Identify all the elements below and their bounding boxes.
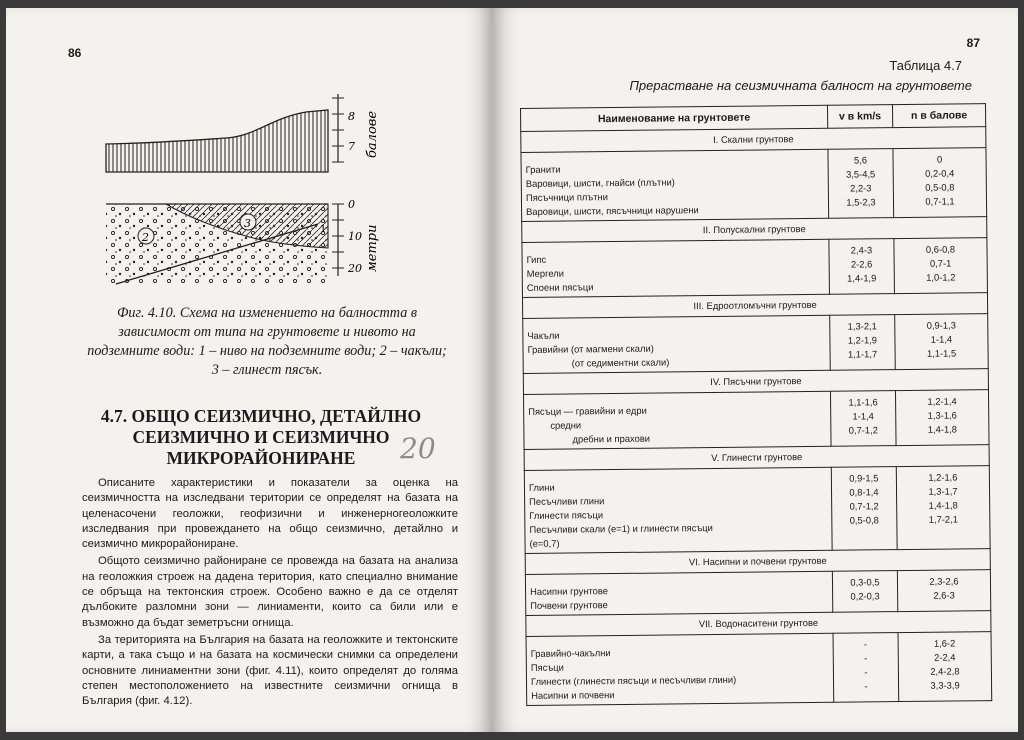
soil-name: Пясъчници плътни — [525, 191, 608, 203]
intensity-cell — [895, 314, 989, 370]
left-page — [6, 8, 492, 732]
soil-names-cell — [521, 149, 829, 221]
right-page — [492, 8, 1018, 732]
soil-name: Гранити — [525, 163, 561, 175]
soil-name: Чакъли — [527, 329, 560, 341]
depth-label-metri: метри — [365, 224, 380, 272]
soil-name: Насипни и почвени — [531, 689, 615, 701]
group-title: VI. Насипни и почвени грунтове — [525, 549, 990, 575]
velocity-value: 0,7-1,2 — [848, 424, 878, 436]
soil-name: дребни и прахови — [572, 432, 651, 445]
page-number-left: 86 — [68, 46, 82, 60]
soil-name: Почвени грунтове — [530, 599, 608, 611]
group-title: V. Глинести грунтове — [524, 445, 989, 471]
group-data-row — [524, 390, 990, 450]
velocity-value: 0,2-0,3 — [850, 590, 880, 602]
soil-names-cell — [525, 571, 832, 615]
soil-name: средни — [550, 419, 582, 431]
velocity-cell — [833, 633, 899, 703]
intensity-value: 1,4-1,8 — [927, 423, 958, 435]
depth-20: 20 — [348, 262, 362, 275]
soil-name: Гравийно-чакълни — [530, 647, 611, 659]
intensity-cell — [898, 632, 992, 702]
group-title: II. Полускални грунтове — [522, 217, 987, 243]
intensity-value: 1,2-1,6 — [928, 471, 958, 483]
paragraph-2: Общото сеизмично райониране се провежда на базата на анализа на геоложкия строеж на дадена територия, като специално внимание се обръща на тектонския строеж. Особено важно е да се отделят дълбоките разломни зони — линиаменти, които са били или е възможно да бъдат земетръсни огнища. — [82, 555, 458, 629]
soil-name: (е=0,7) — [529, 537, 560, 549]
intensity-value: 1,3-1,7 — [928, 485, 958, 497]
group-data-row — [524, 466, 990, 554]
intensity-value: 1,3-1,6 — [927, 409, 957, 421]
table-title: Прерастване на сеизмичната балност на грунтовете — [629, 78, 972, 93]
figure-seismic-scheme — [96, 86, 396, 286]
velocity-cell — [831, 467, 897, 551]
velocity-cell — [829, 239, 895, 295]
intensity-value: 2-2,4 — [934, 651, 956, 663]
velocity-value: 1,1-1,7 — [847, 348, 878, 360]
intensity-value: 0 — [936, 153, 943, 165]
soil-name: Глинести пясъци — [529, 509, 604, 521]
velocity-value: - — [864, 666, 868, 678]
soil-name: Песъчливи скали (е=1) и глинести пясъци — [529, 522, 713, 535]
intensity-cell — [893, 148, 987, 218]
soil-name: Гипс — [526, 253, 547, 265]
velocity-cell — [830, 391, 896, 447]
velocity-value: 1,3-2,1 — [847, 320, 877, 332]
intensity-value: 0,5-0,8 — [925, 181, 955, 193]
body-text — [82, 476, 458, 711]
zone-3-label: 3 — [244, 217, 251, 230]
intensity-value: 1,0-1,2 — [926, 271, 956, 283]
velocity-value: - — [863, 638, 868, 650]
intensity-value: 1,1-1,5 — [926, 347, 957, 359]
soil-name: Глини — [528, 481, 555, 493]
group-data-row — [523, 314, 989, 374]
header-soil-name: Наименование на грунтовете — [521, 105, 828, 131]
velocity-value: 1,2-1,9 — [847, 334, 878, 346]
depth-0: 0 — [348, 198, 355, 211]
intensity-value: 0,6-0,8 — [925, 243, 956, 255]
section-heading: 4.7. ОБЩО СЕИЗМИЧНО, ДЕТАЙЛНО СЕИЗМИЧНО И СЕИЗМИЧНО МИКРОРАЙОНИРАНЕ — [100, 406, 422, 468]
velocity-value: 1-1,4 — [852, 410, 874, 422]
velocity-value: 1,1-1,6 — [848, 396, 878, 408]
group-title: III. Едроотломъчни грунтове — [522, 293, 987, 319]
intensity-cell — [897, 570, 990, 612]
velocity-value: 2,4-3 — [850, 244, 873, 256]
group-data-row — [522, 238, 988, 298]
soil-name: Мергели — [526, 267, 564, 279]
intensity-value: 0,9-1,3 — [926, 319, 956, 331]
soil-name: Пясъци — [530, 661, 564, 673]
intensity-value: 1-1,4 — [930, 333, 953, 345]
intensity-value: 1,6-2 — [933, 637, 956, 649]
intensity-value: 2,6-3 — [933, 589, 955, 601]
soil-names-cell — [523, 315, 830, 373]
soil-name: Пясъци — гравийни и едри — [528, 404, 647, 417]
group-data-row — [525, 570, 990, 616]
velocity-value: 1,5-2,3 — [846, 196, 876, 208]
velocity-value: 0,8-1,4 — [849, 486, 879, 498]
page-number-right: 87 — [966, 36, 980, 50]
intensity-value: 1,2-1,4 — [927, 395, 957, 407]
soil-names-cell — [522, 239, 829, 297]
velocity-value: 3,5-4,5 — [845, 168, 876, 180]
soil-intensity-table — [520, 103, 992, 706]
paragraph-3: За територията на България на базата на геоложките и тектонските карти, а така също и на базата на космически снимки са определени основните линиаментни зони (фиг. 4.11), които определят до голяма степен местоположението на известните сеизмични огнища в България (фиг. 4.12). — [82, 633, 458, 708]
intensity-cell — [896, 466, 990, 550]
intensity-value: 0,2-0,4 — [925, 167, 955, 179]
soil-name: Гравийни (от магмени скали) — [527, 342, 654, 355]
header-intensity: n в балове — [892, 104, 985, 128]
header-velocity: v в km/s — [827, 105, 892, 129]
handwritten-note: 20 — [400, 432, 436, 465]
intensity-cell — [895, 390, 989, 446]
intensity-value: 1,7-2,1 — [928, 513, 958, 525]
velocity-value: 0,3-0,5 — [850, 576, 880, 588]
depth-10: 10 — [348, 230, 362, 243]
water-level-label: 1 — [320, 224, 327, 235]
velocity-value: 0,9-1,5 — [849, 472, 879, 484]
scale-label-ballove: балове — [365, 110, 380, 158]
figure-caption: Фиг. 4.10. Схема на изменението на балността в зависимост от типа на грунтовете и нивото на подземните води: 1 – ниво на подземните води; 2 – чакъли; 3 – глинест пясък. — [87, 305, 447, 378]
intensity-value: 0,7-1 — [929, 257, 952, 269]
velocity-value: - — [864, 652, 868, 664]
velocity-cell — [828, 149, 894, 219]
velocity-value: 2-2,6 — [850, 258, 873, 270]
group-title: VII. Водонаситени грунтове — [526, 611, 991, 637]
soil-name: Глинести (глинести пясъци и песъчливи глини) — [530, 673, 737, 687]
velocity-cell — [830, 315, 896, 371]
velocity-value: - — [864, 680, 868, 692]
intensity-value: 1,4-1,8 — [928, 499, 958, 511]
group-title: I. Скални грунтове — [521, 127, 986, 153]
soil-name: Песъчливи глини — [529, 495, 605, 507]
paragraph-1: Описаните характеристики и показатели за оценка на сеизмичността на изследвани територии се определят на базата на целенасочени геоложки, геофизични и инженерногеоложките изследвания при провеждането на общо сеизмично, детайлно и сеизмично микрорайониране. — [82, 477, 458, 551]
intensity-cell — [894, 238, 988, 294]
soil-name: Насипни грунтове — [530, 585, 609, 597]
soil-names-cell — [524, 467, 832, 553]
intensity-value: 2,3-2,6 — [929, 575, 959, 587]
intensity-value: 0,7-1,1 — [925, 195, 955, 207]
soil-name: Варовици, шисти, гнайси (плътни) — [525, 176, 675, 189]
velocity-cell — [832, 571, 898, 613]
scale-8: 8 — [348, 110, 355, 123]
group-data-row — [526, 632, 992, 706]
intensity-profile — [106, 110, 328, 172]
soil-name: Варовици, шисти, пясъчници нарушени — [526, 204, 699, 217]
group-data-row — [521, 148, 987, 222]
velocity-value: 0,5-0,8 — [849, 514, 879, 526]
intensity-value: 2,4-2,8 — [930, 665, 960, 677]
table-number: Таблица 4.7 — [889, 58, 962, 73]
group-title: IV. Пясъчни грунтове — [523, 369, 988, 395]
zone-2-label: 2 — [142, 231, 149, 244]
soil-names-cell — [524, 391, 831, 449]
velocity-value: 2,2-3 — [850, 182, 872, 194]
velocity-value: 1,4-1,9 — [847, 272, 877, 284]
velocity-value: 0,7-1,2 — [849, 500, 879, 512]
scale-7: 7 — [348, 140, 355, 153]
velocity-value: 5,6 — [853, 154, 868, 166]
soil-names-cell — [526, 633, 834, 705]
intensity-value: 3,3-3,9 — [930, 679, 960, 691]
soil-name: (от седиментни скали) — [571, 356, 670, 369]
soil-name: Споени пясъци — [526, 281, 594, 293]
